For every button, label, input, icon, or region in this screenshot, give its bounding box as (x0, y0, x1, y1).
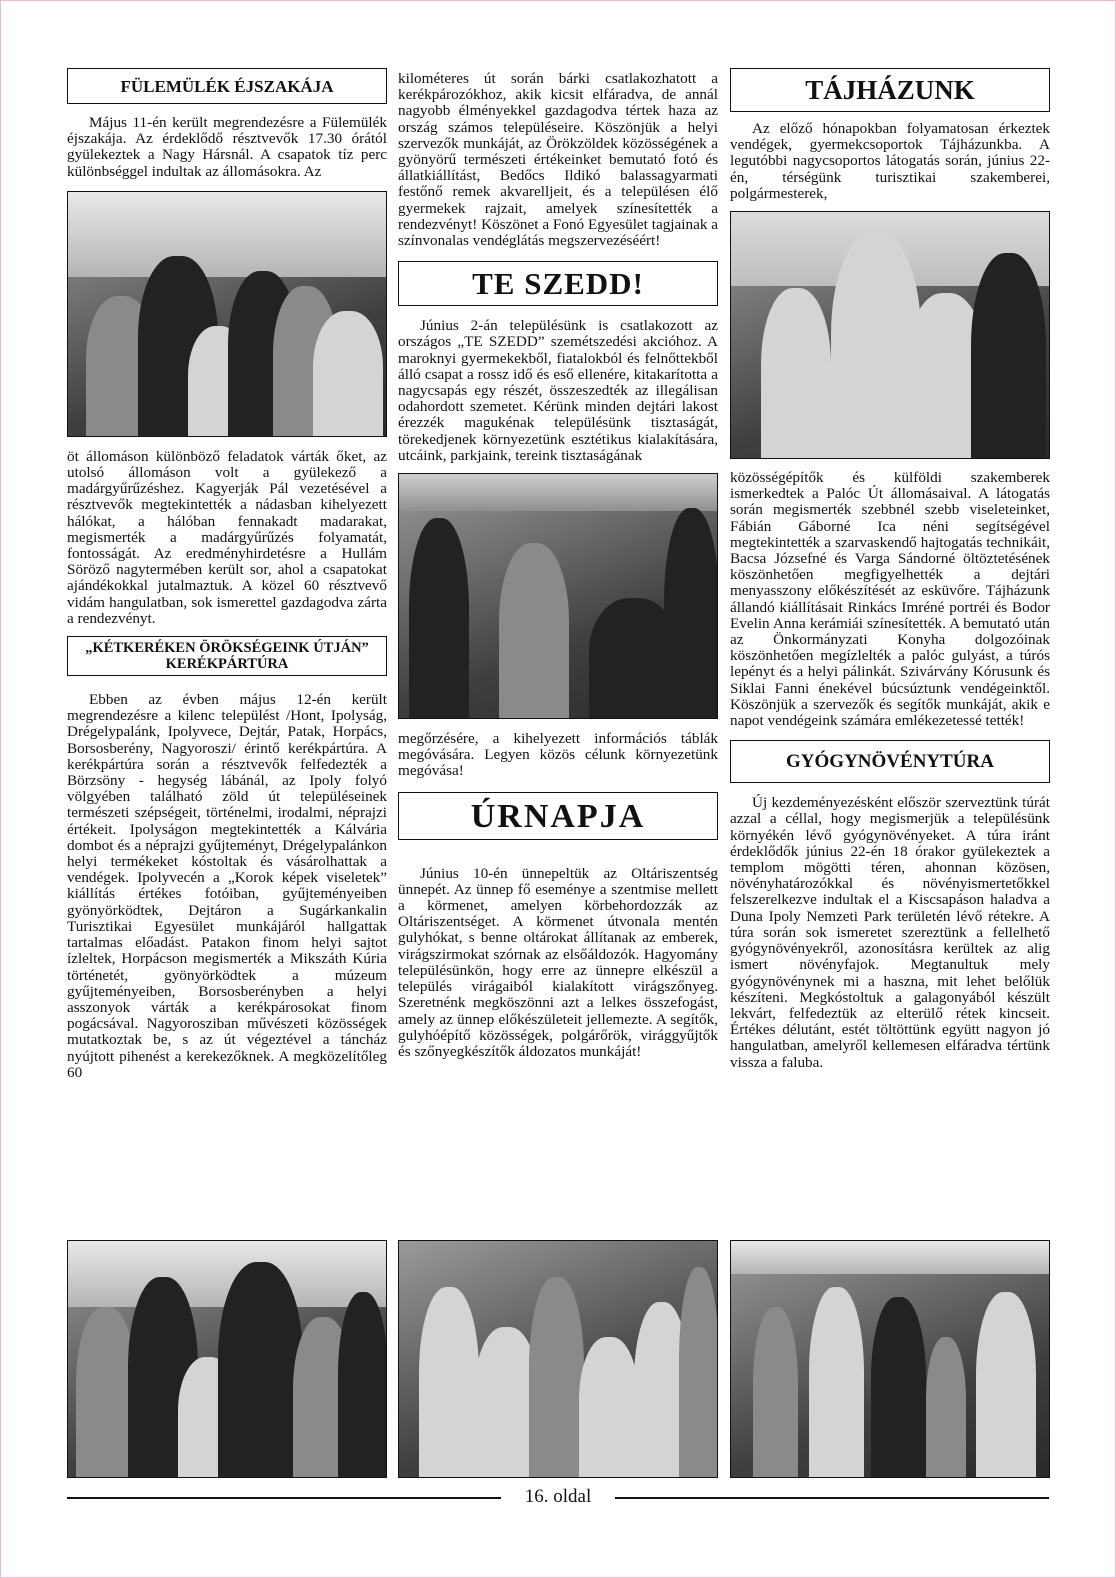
heading-ketkereken (67, 636, 387, 676)
photo-fulemulek-group (67, 191, 387, 437)
paragraph-gyogynoveny: Új kezdeményezésként először szerveztünk túrát azzal a céllal, hogy megismerjük a településünk környékén lévő gyógynövényeket. A túra iránt érdeklődők június 22-én 18 órakor gyülekeztek a templom mögötti téren, ahonnan közösen, növényhatározókkal és növényismertetőkkel felszerelkezve indultak el a Kiscsapáson haladva a Duna Ipoly Nemzeti Park területén lévő rétekre. A túra során sok ismeretet szereztünk a fellelhető gyógynövényekről, azonosításra kerültek az alig ismert növényfajok. Megtanultuk mely gyógynövénynek mi a haszna, mit lehet belőlük készíteni. Megkóstoltuk a galagonyából készült lekvárt, felfedeztük az elterülő rétek kincseit. Értékes délutánt, estét töltöttünk együtt nagyon jó hangulatban, amelyről kellemesen elfáradva tértünk vissza a faluba. (730, 794, 1050, 1071)
heading-gyogynoveny: GYÓGYNÖVÉNYTÚRA (730, 740, 1050, 783)
column-middle (398, 68, 718, 1060)
paragraph-ketkereken: Ebben az évben május 12-én került megrendezésre a kilenc települést /Hont, Ipolyság, Drégelypalánk, Ipolyvece, Dejtár, Patak, Horpács, Borsosberény, Nagyoroszi/ érintő kerékpártúra. A kerékpártúra során a résztvevők felfedezték a Börzsöny - hegység lábánál, az Ipoly folyó völgyében található zöld út településeinek természeti szépségeit, történelmi, irodalmi, néprajzi értékeit. Ipolyságon megtekintették a Kálvária dombot és a néprajzi gyűjteményt, Drégelypalánkon helyi termékeket kóstoltak és vásárolhattak a vendégek. Ipolyvecén a „Korok képek viseletek” kiállítás értékes fotóiban, gyűjteményeiben gyönyörködtek, Dejtáron a Sugárkankalin Turisztikai Egyesület munkájáról hallgattak tartalmas előadást. Patakon finom helyi sajtot ízleltek, Horpácson megismerték a Mikszáth Kúria történetét, gyönyörködtek a múzeum gyűjteményeiben, Borsosberényben a helyi asszonyok várták a kerékpárosokat finom pogácsával. Nagyorosziban művészeti közösségek mutatkoztak be, s az út végeztével a táncház nyújtott pihenést a kerekezőknek. A megközelítőleg 60 (67, 691, 387, 1081)
paragraph-fulemulek-1: Május 11-én került megrendezésre a Fülemülék éjszakája. Az érdeklődő résztvevők 17.30 órától gyülekeztek a Nagy Hársnál. A csapatok tíz perc különbséggel indultak az állomásokra. Az (67, 114, 387, 180)
heading-tajhaz: TÁJHÁZUNK (730, 68, 1050, 112)
photo-tajhaz-costumes (730, 211, 1050, 459)
photo-herb-walk (730, 1240, 1050, 1478)
paragraph-urnapja: Június 10-én ünnepeltük az Oltáriszentség ünnepét. Az ünnep fő eseménye a szentmise mellett a körmenet, amelyen körbehordozzák az Oltáriszentséget. A körmenet útvonala mentén gulyhókat, s benne oltárokat állítanak az emberek, virágszirmokat szórnak az elsőáldozók. Hagyomány településünkön, hogy erre az ünnepre elkészül a település virágaiból kialakított virágszőnyeg. Szeretnénk megköszönni azt a lelkes összefogást, amely az ünnep előkészületeit jellemezte. A segítők, gulyhóépítő közösségek, polgárőrök, virággyűjtők és szőnyegkészítők áldozatos munkáját! (398, 864, 718, 1060)
paragraph-fulemulek-2: öt állomáson különböző feladatok várták őket, az utolsó állomáson volt a gyülekező a madárgyűrűzéshez. Kagyerják Pál vezetésével a résztvevők megtekintették a nádasban kihelyezett hálókat, a hálóban fennakadt madarakat, megismerték a madárgyűrűzés folyamatát, fontosságát. Az eredményhirdetésre a Hullám Söröző nagytermében került sor, ahol a csapatokat ajándékokkal jutalmaztuk. A közel 60 résztvevő vidám hangulatban, sok ismerettel gazdagodva zárta a rendezvényt. (67, 447, 387, 627)
photo-cyclists (67, 1240, 387, 1478)
paragraph-teszedd-1: Június 2-án településünk is csatlakozott az országos „TE SZEDD” szemétszedési akcióhoz. A maroknyi gyermekekből, fiatalokból és felnőttekből álló csapat a rossz idő és eső ellenére, kitakarította a nagycsapás egy részét, összeszedték az illegálisan odahordott szemetet. Kérünk minden dejtári lakost érezzék magukénak településünk tisztaságát, törekedjenek környezetünk esztétikus kialakítására, utcáink, parkjaink, tereink tisztaságának (398, 317, 718, 464)
heading-fulemulek: FÜLEMÜLÉK ÉJSZAKÁJA (67, 68, 387, 104)
photo-urnapja-children (398, 1240, 718, 1478)
heading-ketkereken-line2: KERÉKPÁRTÚRA (165, 656, 289, 673)
heading-ketkereken-line1: „KÉTKERÉKEN ÖRÖKSÉGEINK ÚTJÁN” (85, 640, 369, 657)
page-number (67, 1486, 1049, 1508)
column-left (67, 68, 387, 1081)
heading-teszedd: TE SZEDD! (398, 261, 718, 306)
paragraph-teszedd-2: megőrzésére, a kihelyezett információs táblák megóvására. Legyen közös célunk környezetünk megóvása! (398, 730, 718, 780)
paragraph-tajhaz-2: közösségépítők és külföldi szakemberek ismerkedtek a Palóc Út állomásaival. A látogatás során megismerték szebbnél szebb viseleteinket, Fábián Gáborné Ica néni segítségével megtekintették a szarvaskendő hajtogatás technikáit, Bacsa Józsefné és Varga Sándorné öltöztetésének köszönhetően megfigyelhették a dejtári menyasszony előkészítését az esküvőre. Tájházunk állandó kiállításait Rinkács Imréné portréi és Bodor Evelin Anna kerámiái színesítették. A bemutató után az Önkormányzati Konyha dolgozóinak köszönhetően megízlelték a palóc gulyást, a túrós lepényt és a helyi pálinkát. Szivárvány Kórusunk és Siklai Fanni énekével búcsúztunk vendégeinktől. Köszönjük a szervezők és segítők munkáját, akik e napot vendégeink számára emlékezetessé tették! (730, 469, 1050, 730)
paragraph-kerekpar-cont: kilométeres út során bárki csatlakozhatott a kerékpározókhoz, akik kicsit elfáradva, de annál nagyobb élményekkel gazdagodva tértek haza az ország számos településeire. Köszönjük a helyi szervezők munkáját, az Örökzöldek közösségének a gyönyörű természeti értékeinket bemutató fotó és állatkiállítást, Bedőcs Ildikó balassagyarmati festőnő remek akvarelljeit, és a településen élő gyermekek rajzait, amelyek színesítették a rendezvényt! Köszönet a Fonó Egyesület tagjainak a színvonalas vendéglátás megszervezéséért! (398, 70, 718, 250)
photo-teszedd-cleanup (398, 473, 718, 719)
column-right (730, 68, 1050, 1071)
heading-urnapja: ÚRNAPJA (398, 792, 718, 840)
paragraph-tajhaz-1: Az előző hónapokban folyamatosan érkeztek vendégek, gyermekcsoportok Tájházunkba. A legutóbbi nagycsoportos látogatás során, június 22-én, térségünk turisztikai szakemberei, polgármesterek, (730, 120, 1050, 202)
page-number-text: 16. oldal (517, 1486, 600, 1507)
page-footer (67, 1486, 1049, 1508)
